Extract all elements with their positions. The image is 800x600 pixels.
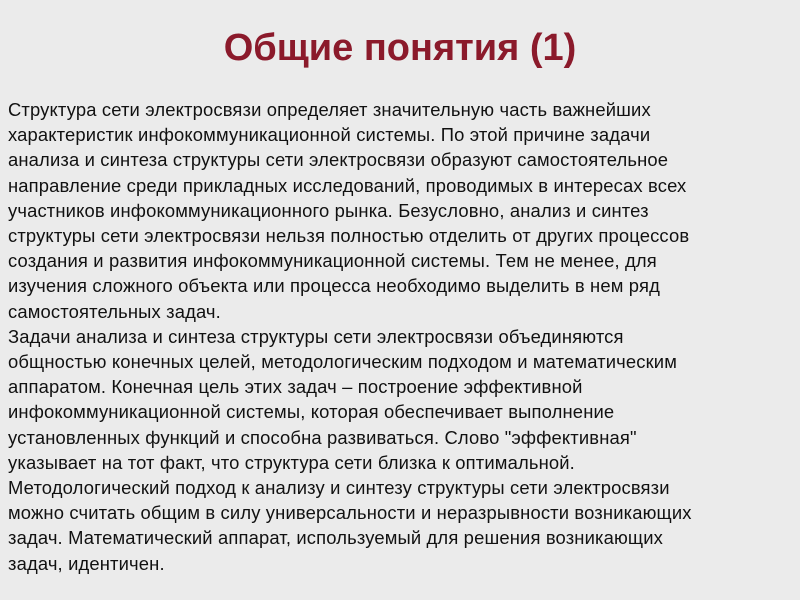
text-line: указывает на тот факт, что структура сети близка к оптимальной. [8, 451, 575, 473]
text-line: самостоятельных задач. [8, 300, 221, 322]
slide-body-text [8, 97, 792, 576]
text-line: Задачи анализа и синтеза структуры сети электросвязи объединяются [8, 325, 624, 347]
text-line: установленных функций и способна развиваться. Слово "эффективная" [8, 426, 637, 448]
text-line: анализа и синтеза структуры сети электросвязи образуют самостоятельное [8, 149, 669, 171]
text-line: структуры сети электросвязи нельзя полностью отделить от других процессов [8, 225, 690, 247]
text-line: Структура сети электросвязи определяет значительную часть важнейших [8, 99, 651, 120]
text-line: изучения сложного объекта или процесса необходимо выделить в нем ряд [8, 275, 660, 297]
text-line: направление среди прикладных исследований, проводимых в интересах всех [8, 174, 687, 196]
text-line: можно считать общим в силу универсальности и неразрывности возникающих [8, 502, 692, 524]
slide-title: Общие понятия (1) [223, 27, 577, 69]
text-line: аппаратом. Конечная цель этих задач – построение эффективной [8, 376, 583, 398]
text-line: задач, идентичен. [8, 552, 165, 574]
text-line: задач. Математический аппарат, используемый для решения возникающих [8, 527, 663, 549]
text-line: характеристик инфокоммуникационной системы. По этой причине задачи [8, 124, 651, 146]
text-line: участников инфокоммуникационного рынка. Безусловно, анализ и синтез [8, 199, 649, 221]
text-line: Методологический подход к анализу и синтезу структуры сети электросвязи [8, 477, 670, 499]
text-line: общностью конечных целей, методологическим подходом и математическим [8, 351, 678, 373]
text-line: инфокоммуникационной системы, которая обеспечивает выполнение [8, 401, 615, 423]
text-line: создания и развития инфокоммуникационной системы. Тем не менее, для [8, 250, 657, 272]
